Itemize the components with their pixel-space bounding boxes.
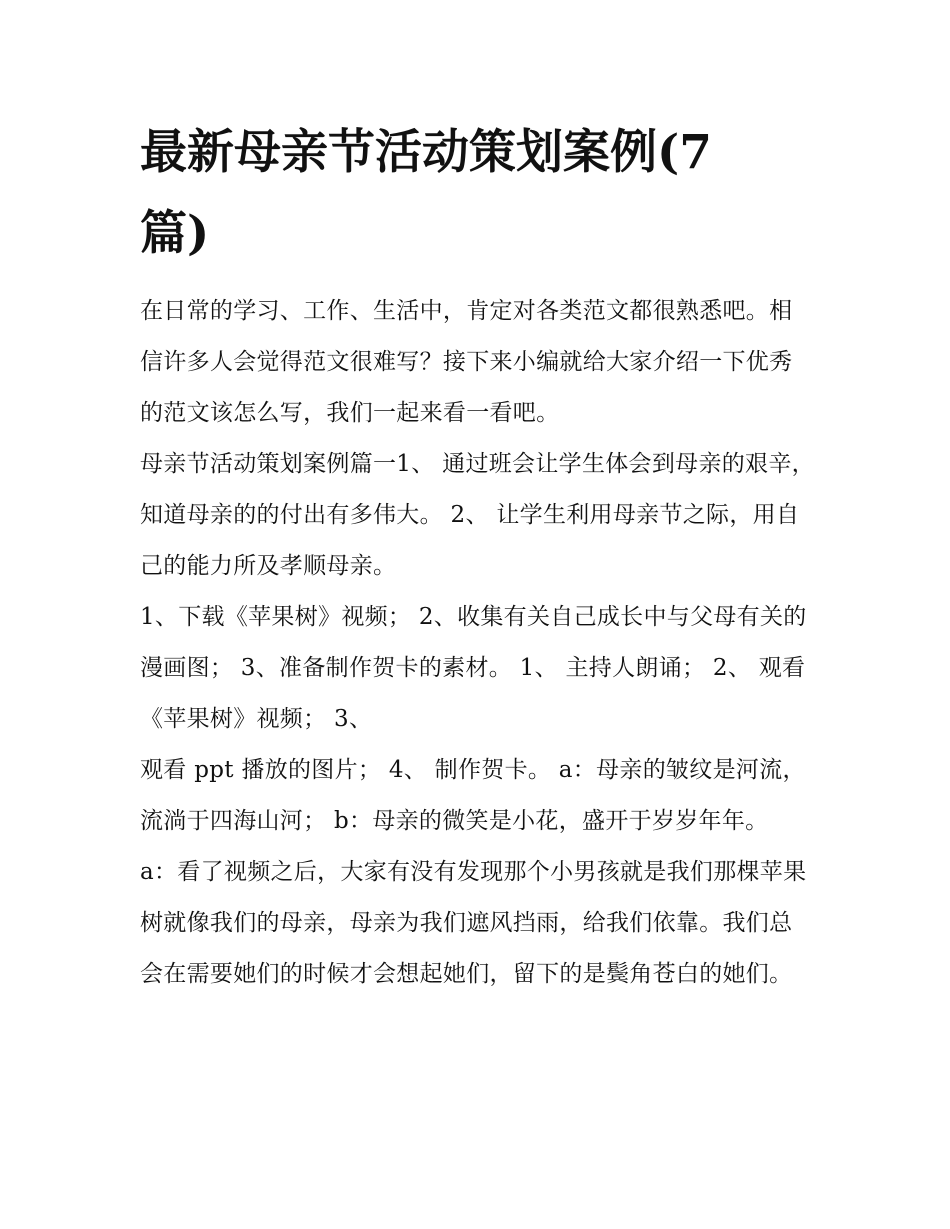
paragraph-preparation: 1、下载《苹果树》视频； 2、收集有关自己成长中与父母有关的漫画图； 3、准备制作贺卡的素材。 1、 主持人朗诵； 2、 观看《苹果树》视频； 3、 <box>140 604 807 732</box>
paragraph-intro: 在日常的学习、工作、生活中，肯定对各类范文都很熟悉吧。相信许多人会觉得范文很难写？接下来小编就给大家介绍一下优秀的范文该怎么写，我们一起来看一看吧。 <box>140 298 793 426</box>
document-page <box>140 112 815 1000</box>
paragraph-discussion: a：看了视频之后，大家有没有发现那个小男孩就是我们那棵苹果树就像我们的母亲，母亲为我们遮风挡雨，给我们依靠。我们总会在需要她们的时候才会想起她们，留下的是鬓角苍白的她们。 <box>140 859 807 987</box>
paragraph-goals: 母亲节活动策划案例篇一1、 通过班会让学生体会到母亲的艰辛，知道母亲的的付出有多伟大。 2、 让学生利用母亲节之际，用自己的能力所及孝顺母亲。 <box>140 451 815 579</box>
paragraph-activities: 观看 ppt 播放的图片； 4、 制作贺卡。 a：母亲的皱纹是河流，流淌于四海山河； b：母亲的微笑是小花，盛开于岁岁年年。 <box>140 757 806 834</box>
document-title: 最新母亲节活动策划案例(7篇) <box>140 125 712 261</box>
